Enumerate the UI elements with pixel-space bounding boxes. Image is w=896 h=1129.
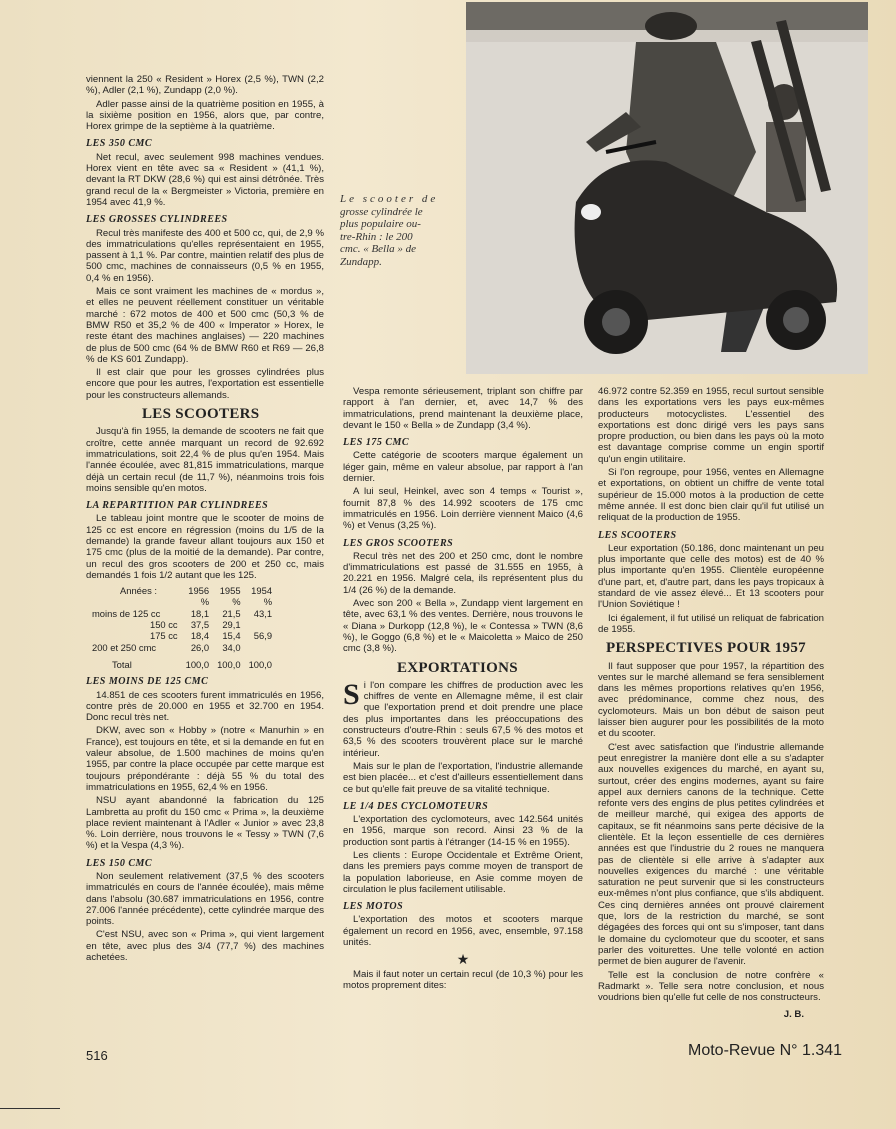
table-row bbox=[92, 619, 276, 630]
section-heading: LES 175 CMC bbox=[343, 437, 410, 449]
author-signature: J. B. bbox=[783, 1009, 804, 1021]
paragraph: Cette catégorie de scooters marque également un léger gain, même en valeur absolue, par rapport à l'an dernier. bbox=[343, 450, 583, 485]
caption-line: cmc. « Bella » de bbox=[340, 243, 417, 255]
table-cell: 100,0 bbox=[217, 658, 241, 670]
paragraph: 14.851 de ces scooters furent immatriculés en 1956, contre près de 20.000 en 1955 et 32.700 en 1954. Donc recul très net. bbox=[86, 689, 324, 724]
table-cell: 100,0 bbox=[248, 658, 273, 670]
paragraph: C'est avec satisfaction que l'industrie allemande peut enregistrer la manière dont elle a su s'adapter aux nouvelles exigences du marché, en ayant su, surtout, créer des engins modernes, ayant su faire appel aux derniers canons de la technique. Cette refonte vers des engins de plus petites cylindrées et de meilleur marché, qui exigea des apports de capitaux, se fit néanmoins sans perte décisive de la clientèle. Et la leçon essentielle de ces dernières années est que l'industrie du 2 roues ne manquera pas de clientèle si elle arrive à s'adapter aux nouvelles exigences du marché : une véritable saturation ne peut survenir que si les constructeurs eux-mêmes n'ont plus confiance, que s'ils abdiquent. Ces cinq dernières années ont prouvé clairement que, lors de la restriction du marché, se sont dégagées des forces qui ont su s'imposer, tant dans le domaine du cyclomoteur que du scooter, et sans parler des voiturettes. Une telle volonté en action permet de bien augurer de l'avenir. bbox=[598, 741, 824, 968]
table-cell bbox=[245, 642, 276, 653]
paragraph: DKW, avec son « Hobby » (notre « Manurhin » en France), est toujours en tête, et si la demande en fut en valeur absolue, de 1.500 machines de moins qu'en 1955, par contre la place occupée par cette marque est toujours prépondérante : déjà 55 % du total des immatriculations en 1955, 62,4 % en 1956. bbox=[86, 725, 324, 793]
section-heading: LES GROS SCOOTERS bbox=[343, 537, 454, 549]
paragraph: Mais il faut noter un certain recul (de 10,3 %) pour les motos proprement dites: bbox=[343, 968, 583, 991]
table-cell: 34,0 bbox=[222, 641, 241, 653]
column-1 bbox=[86, 74, 324, 965]
table-cell: 18,4 bbox=[190, 630, 210, 642]
table-cell: 1955 bbox=[219, 585, 241, 597]
section-heading: LE 1/4 DES CYCLOMOTEURS bbox=[343, 800, 489, 812]
section-heading: LA REPARTITION PAR CYLINDREES bbox=[86, 500, 269, 512]
table-header-row bbox=[92, 585, 276, 596]
table-cell: moins de 125 cc bbox=[92, 607, 161, 619]
paragraph bbox=[343, 677, 583, 759]
paragraph: Non seulement relativement (37,5 % des scooters immatriculés en cours de l'année écoulée), mais même dans l'absolu (30.687 immatriculations en 1956, contre 27.006 l'année précédente), cette cylindrée marque des points. bbox=[86, 871, 324, 928]
section-heading: LES SCOOTERS bbox=[598, 529, 677, 541]
section-title: EXPORTATIONS bbox=[397, 659, 518, 676]
table-cell: Total bbox=[112, 658, 132, 670]
paragraph: 46.972 contre 52.359 en 1955, recul surtout sensible dans les exportations vers les pays eux-mêmes producteurs motocyclistes. L'essentiel des exportations est donc dirigé vers les pays sans propre production, ou bien dans les pays où la moto est davantage comprise comme un engin sportif qu'un engin utilitaire. bbox=[598, 386, 824, 465]
photo-caption bbox=[340, 193, 458, 268]
table-row bbox=[92, 642, 276, 653]
paragraph: Le tableau joint montre que le scooter de moins de 125 cc est encore en régression (moins du 1/5 de la demande) la grande faveur allant toujours aux 150 et 175 cmc (plus de la moitié de la demande). Par contre, un recul des gros scooters de 200 et 250 cc, mais demandés 1 fois 1/2 autant que les 125. bbox=[86, 513, 324, 581]
drop-cap: S bbox=[343, 677, 360, 711]
divider bbox=[0, 1108, 60, 1109]
caption-line: Le scooter de bbox=[340, 193, 439, 205]
paragraph: Leur exportation (50.186, donc maintenant un peu plus importante que celle des motos) est de 40 % plus importante qu'en 1955. Clientèle européenne d'une part, et, d'autre part, dans les pays tropicaux à standard de vie assez élevé... Et 13 scooters pour l'Union Soviétique ! bbox=[598, 542, 824, 611]
table-cell: 37,5 bbox=[190, 619, 210, 631]
scooter-photo bbox=[466, 2, 868, 374]
paragraph: Il est clair que pour les grosses cylindrées plus encore que pour les autres, l'exportation est essentielle pour les constructeurs allemands. bbox=[86, 367, 324, 401]
section-heading: LES 150 CMC bbox=[86, 857, 153, 869]
table-cell: 200 et 250 cmc bbox=[92, 641, 157, 653]
paragraph: Mais ce sont vraiment les machines de « mordus », et elles ne peuvent réellement constituer un véritable marché : 672 motos de 400 et 500 cmc (50,3 % de BMW R50 et 35,2 % de 400 « Imperator » Horex, le reste étant des machines anglaises) — 220 machines de plus de 500 cmc (64 % de BMW R60 et R69 — 26,8 % de KS 601 Zundapp). bbox=[86, 286, 324, 365]
caption-line: grosse cylindrée le bbox=[340, 205, 423, 218]
table-cell: 56,9 bbox=[253, 630, 273, 642]
cylinder-table bbox=[92, 585, 276, 670]
star-icon: ★ bbox=[456, 951, 470, 968]
table-row bbox=[92, 608, 276, 619]
table-row bbox=[92, 630, 276, 641]
magazine-issue: Moto-Revue N° 1.341 bbox=[688, 1042, 843, 1059]
table-cell: 29,1 bbox=[222, 619, 241, 631]
paragraph: viennent la 250 « Resident » Horex (2,5 %), TWN (2,2 %), Adler (2,1 %), Zundapp (2,0 %). bbox=[86, 74, 324, 97]
scooter-rider-illustration bbox=[466, 2, 868, 374]
table-cell: Années : bbox=[120, 585, 158, 597]
page-number: 516 bbox=[86, 1048, 108, 1063]
paragraph: Mais sur le plan de l'exportation, l'industrie allemande est bien placée... et c'est d'ailleurs essentiellement dans ce but qu'elle fait preuve de sa vitalité technique. bbox=[343, 760, 583, 795]
table-total-row bbox=[92, 653, 276, 670]
paragraph: Si l'on regroupe, pour 1956, ventes en Allemagne et exportations, on obtient un chiffre de vente total supérieur de 15.000 motos à la production de cette même année. Il est donc bien clair qu'il fut utilisé un reliquat de la production de 1955. bbox=[598, 467, 824, 524]
table-cell: 175 cc bbox=[150, 630, 178, 642]
table-cell: 100,0 bbox=[185, 658, 210, 670]
table-cell: 15,4 bbox=[222, 630, 241, 642]
table-cell: 1956 bbox=[188, 585, 210, 597]
table-cell bbox=[245, 619, 276, 630]
paragraph: L'exportation des motos et scooters marque également un record en 1956, avec, ensemble, 97.158 unités. bbox=[343, 914, 583, 949]
column-3 bbox=[598, 386, 824, 1021]
caption-line: Zundapp. bbox=[340, 255, 382, 268]
section-heading: LES GROSSES CYLINDREES bbox=[86, 214, 228, 226]
paragraph: Recul très net des 200 et 250 cmc, dont le nombre d'immatriculations est passé de 31.555 en 1955, à 20.221 en 1956. Malgré cela, ils représentent plus du 1/4 (26 %) de la demande. bbox=[343, 550, 583, 596]
paragraph: Telle est la conclusion de notre confrère « Radmarkt ». Telle sera notre conclusion, et nous voudrions bien qu'elle fut celle de nos constructeurs. bbox=[598, 969, 824, 1004]
table-cell: 18,1 bbox=[190, 607, 210, 619]
section-title: LES SCOOTERS bbox=[142, 406, 260, 423]
table-cell: 43,1 bbox=[253, 607, 273, 619]
caption-line: tre-Rhin : le 200 bbox=[340, 230, 413, 243]
paragraph: Adler passe ainsi de la quatrième position en 1955, à la sixième position en 1956, alors que, par contre, Horex grimpe de la septième à la quatrième. bbox=[86, 98, 324, 133]
section-heading: LES MOTOS bbox=[343, 901, 404, 913]
table-cell: 150 cc bbox=[150, 619, 178, 631]
table-row bbox=[92, 596, 276, 607]
paragraph: Recul très manifeste des 400 et 500 cc, qui, de 2,9 % des immatriculations qu'elles représentaient en 1955, passent à 1,1 %. Par contre, maintien relatif des plus de 500 cmc, machines de connaisseurs (0,5 % en 1955, 0,4 % en 1956). bbox=[86, 227, 324, 284]
table-cell: 21,5 bbox=[222, 607, 241, 619]
column-2 bbox=[343, 386, 583, 993]
caption-line: plus populaire ou- bbox=[340, 218, 421, 230]
paragraph: C'est NSU, avec son « Prima », qui vient largement en tête, avec plus des 3/4 (77,7 %) des machines achetées. bbox=[86, 929, 324, 964]
paragraph: Avec son 200 « Bella », Zundapp vient largement en tête, avec 63,1 % des ventes. Derrière, nous trouvons le « Diana » Durkopp (12,8 %), le « Contessa » TWN (8,6 %), le Goggo (6,8 %) et le « Maicoletta » Maico de 250 cmc (3,8 %). bbox=[343, 598, 583, 655]
table-cell: 26,0 bbox=[190, 641, 210, 653]
paragraph: Vespa remonte sérieusement, triplant son chiffre par rapport à l'an dernier, et, avec 14,7 % des immatriculations, prend maintenant la deuxième place, devant le 150 « Bella » de Zundapp (3,4 %). bbox=[343, 386, 583, 431]
section-heading: LES MOINS DE 125 CMC bbox=[86, 676, 209, 688]
table-cell: % bbox=[232, 596, 241, 608]
paragraph: A lui seul, Heinkel, avec son 4 temps « Tourist », fournit 87,8 % des 14.992 scooters de 175 cmc immatriculés en 1956. Loin derrière viennent Maico (4,6 %) et Venus (3,25 %). bbox=[343, 486, 583, 532]
table-cell: % bbox=[200, 596, 210, 608]
table-cell: 1954 bbox=[251, 585, 273, 597]
paragraph: Les clients : Europe Occidentale et Extrême Orient, dans les premiers pays comme moyen de transport de la population laborieuse, en Asie comme moyen de circulation le plus facilement utilisable. bbox=[343, 849, 583, 895]
table-cell: % bbox=[263, 596, 273, 608]
paragraph: Ici également, il fut utilisé un reliquat de fabrication de 1955. bbox=[598, 612, 824, 635]
paragraph: Net recul, avec seulement 998 machines vendues. Horex vient en tête avec sa « Resident » (41,1 %), devant la RT DKW (28,6 %) qui est ainsi détrônée. Très grand recul de la « Bergmeister » Victoria, première en 1954 avec 41,9 %. bbox=[86, 151, 324, 208]
paragraph: NSU ayant abandonné la fabrication du 125 Lambretta au profit du 150 cmc « Prima », la deuxième place revient maintenant à l'Adler « Junior » avec 23,8 %. Loin derrière, nous trouvons le « Tessy » TWN (7,6 %) et la Vespa (4,3 %). bbox=[86, 795, 324, 852]
paragraph: L'exportation des cyclomoteurs, avec 142.564 unités en 1956, marque son record. Ainsi 23 % de la production sont partis à l'étranger (14-15 % en 1955). bbox=[343, 814, 583, 848]
section-heading: LES 350 CMC bbox=[86, 138, 153, 150]
paragraph-text: i l'on compare les chiffres de production avec les chiffres de vente en Allemagne même, il est clair que l'exportation prend et doit prendre une place des plus importantes dans les préoccupations des constructeurs d'outre-Rhin : seuls 67,5 % des motos et 63,5 % des scooters trouvèrent place sur le marché intérieur. bbox=[343, 679, 583, 759]
section-title: PERSPECTIVES POUR 1957 bbox=[606, 640, 806, 657]
paragraph: Il faut supposer que pour 1957, la répartition des ventes sur le marché allemand se fera sensiblement dans les mêmes proportions relatives qu'en 1956, avec prédominance, comme chez nous, des cyclomoteurs. Mais un bon début de saison peut laisser bien augurer pour les possibilités de la moto et du scooter. bbox=[598, 660, 824, 740]
paragraph: Jusqu'à fin 1955, la demande de scooters ne fait que croître, cette année marquant un record de 92.692 immatriculations, soit 22,4 % de plus qu'en 1954. Mais l'année écoulée, avec 81,815 immatriculations, marque déjà un certain recul (de 11,7 %), néanmoins trois fois moins sensible qu'en motos. bbox=[86, 426, 324, 494]
